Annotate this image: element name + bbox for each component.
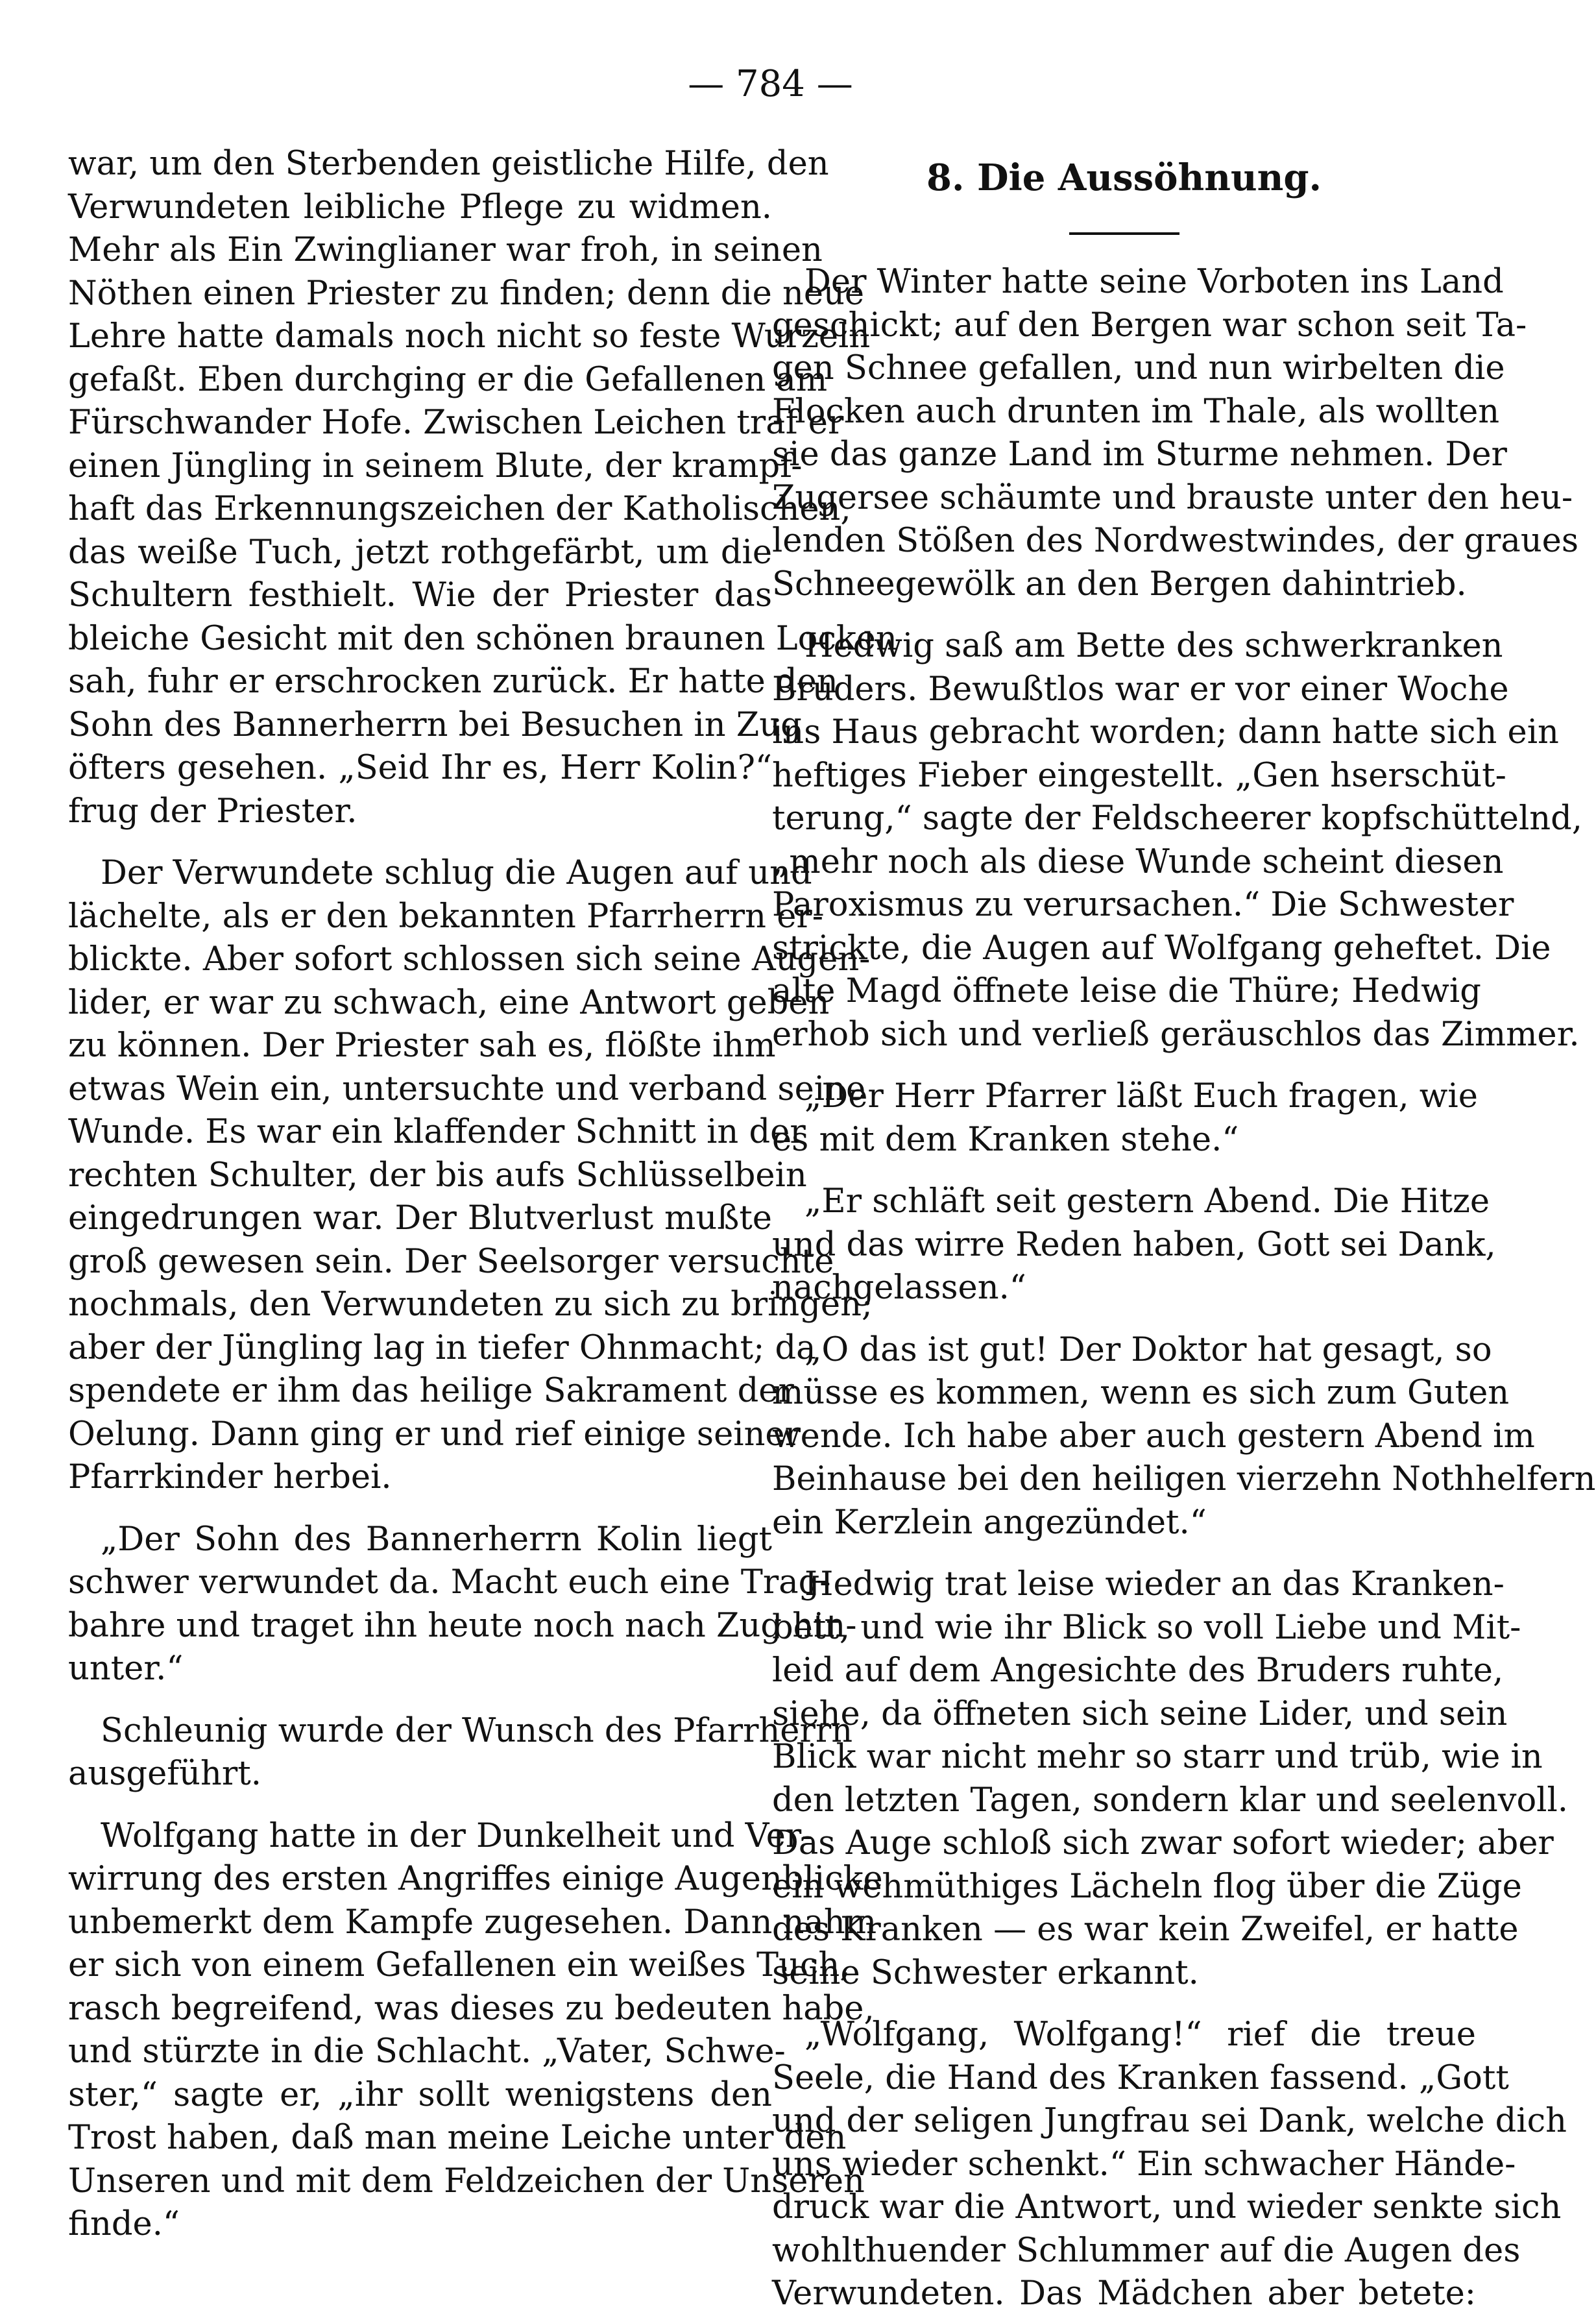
text-line: finde.“ bbox=[68, 2205, 180, 2243]
text-line: etwas Wein ein, untersuchte und verband seine bbox=[68, 1069, 866, 1108]
text-line: ein wehmüthiges Lächeln flog über die Züge bbox=[772, 1867, 1522, 1906]
text-line: Blick war nicht mehr so starr und trüb, wie in bbox=[772, 1738, 1543, 1776]
text-line: Schultern festhielt. Wie der Priester das bbox=[68, 576, 772, 615]
text-line: Sohn des Bannerherrn bei Besuchen in Zug bbox=[68, 705, 802, 744]
text-line: und stürzte in die Schlacht. „Vater, Schwe- bbox=[68, 2032, 786, 2071]
text-line: den letzten Tagen, sondern klar und seelenvoll. bbox=[772, 1781, 1569, 1820]
text-line: ausgeführt. bbox=[68, 1755, 261, 1793]
text-line: wirrung des ersten Angriffes einige Augenblicke bbox=[68, 1860, 883, 1898]
text-line: alte Magd öffnete leise die Thüre; Hedwig bbox=[772, 972, 1481, 1010]
text-line: seine Schwester erkannt. bbox=[772, 1953, 1199, 1992]
text-line: Mehr als Ein Zwinglianer war froh, in seinen bbox=[68, 231, 823, 269]
text-line: Nöthen einen Priester zu finden; denn die neue bbox=[68, 274, 865, 313]
text-line: Trost haben, daß man meine Leiche unter den bbox=[68, 2119, 847, 2157]
text-line: „Wolfgang, Wolfgang!“ rief die treue bbox=[804, 2016, 1476, 2054]
text-line: Wunde. Es war ein klaffender Schnitt in der bbox=[68, 1113, 806, 1151]
text-line: öfters gesehen. „Seid Ihr es, Herr Kolin?“ bbox=[68, 749, 772, 787]
text-line: siehe, da öffneten sich seine Lider, und sein bbox=[772, 1694, 1508, 1733]
text-line: lächelte, als er den bekannten Pfarrherrn er- bbox=[68, 897, 824, 936]
paragraph-gap bbox=[68, 1500, 772, 1518]
paragraph-gap bbox=[772, 1056, 1476, 1075]
text-line: blickte. Aber sofort schlossen sich seine Augen- bbox=[68, 940, 871, 979]
text-line: Fürschwander Hofe. Zwischen Leichen traf er bbox=[68, 404, 844, 442]
text-line: eingedrungen war. Der Blutverlust mußte bbox=[68, 1199, 772, 1237]
text-line: haft das Erkennungszeichen der Katholischen, bbox=[68, 490, 851, 528]
text-line: müsse es kommen, wenn es sich zum Guten bbox=[772, 1374, 1510, 1412]
text-line: rasch begreifend, was dieses zu bedeuten habe, bbox=[68, 1989, 875, 2028]
text-line: es mit dem Kranken stehe.“ bbox=[772, 1120, 1239, 1159]
text-line: druck war die Antwort, und wieder senkte sich bbox=[772, 2188, 1562, 2226]
text-line: Wolfgang hatte in der Dunkelheit und Ver- bbox=[101, 1816, 813, 1855]
text-line: uns wieder schenkt.“ Ein schwacher Hände- bbox=[772, 2145, 1516, 2184]
text-line: Verwundeten leibliche Pflege zu widmen. bbox=[68, 188, 772, 226]
text-line: unter.“ bbox=[68, 1650, 184, 1688]
text-line: spendete er ihm das heilige Sakrament der bbox=[68, 1372, 794, 1410]
chapter-heading: 8. Die Aussöhnung. bbox=[926, 156, 1322, 199]
text-line: geschickt; auf den Bergen war schon seit Ta- bbox=[772, 306, 1527, 345]
text-line: Verwundeten. Das Mädchen aber betete: bbox=[772, 2274, 1476, 2313]
text-line: Schleunig wurde der Wunsch des Pfarrherrn bbox=[101, 1711, 853, 1750]
text-line: gefaßt. Eben durchging er die Gefallenen am bbox=[68, 360, 828, 399]
text-line: groß gewesen sein. Der Seelsorger versuchte bbox=[68, 1242, 834, 1281]
text-line: aber der Jüngling lag in tiefer Ohnmacht; da bbox=[68, 1328, 816, 1367]
text-line: nochmals, den Verwundeten zu sich zu bringen; bbox=[68, 1286, 873, 1324]
text-line: „mehr noch als diese Wunde scheint diesen bbox=[772, 842, 1504, 881]
paragraph-gap bbox=[68, 1796, 772, 1815]
text-line: Der Verwundete schlug die Augen auf und bbox=[101, 854, 812, 892]
text-line: „Der Herr Pfarrer läßt Euch fragen, wie bbox=[804, 1077, 1478, 1115]
text-line: ins Haus gebracht worden; dann hatte sich ein bbox=[772, 713, 1559, 751]
text-line: sie das ganze Land im Sturme nehmen. Der bbox=[772, 435, 1507, 474]
text-line: und der seligen Jungfrau sei Dank, welche dich bbox=[772, 2102, 1567, 2140]
text-line: und das wirre Reden haben, Gott sei Dank, bbox=[772, 1225, 1496, 1264]
page-number: — 784 — bbox=[688, 63, 853, 105]
text-line: rechten Schulter, der bis aufs Schlüsselbein bbox=[68, 1156, 807, 1195]
text-line: gen Schnee gefallen, und nun wirbelten die bbox=[772, 349, 1505, 387]
right-column bbox=[772, 143, 1596, 2316]
paragraph-gap bbox=[772, 1544, 1476, 1563]
text-line: wohlthuender Schlummer auf die Augen des bbox=[772, 2231, 1521, 2270]
text-line: ster,“ sagte er, „ihr sollt wenigstens den bbox=[68, 2075, 772, 2114]
text-line: Seele, die Hand des Kranken fassend. „Gott bbox=[772, 2058, 1509, 2097]
paragraph-gap bbox=[772, 1995, 1476, 2014]
text-line: das weiße Tuch, jetzt rothgefärbt, um die bbox=[68, 533, 772, 572]
text-line: frug der Priester. bbox=[68, 792, 357, 831]
heading-rule bbox=[1069, 232, 1179, 235]
text-line: Lehre hatte damals noch nicht so feste Wurzeln bbox=[68, 317, 871, 356]
text-line: Pfarrkinder herbei. bbox=[68, 1458, 392, 1496]
paragraph-gap bbox=[772, 606, 1476, 625]
text-line: schwer verwundet da. Macht euch eine Trag- bbox=[68, 1563, 831, 1602]
text-line: erhob sich und verließ geräuschlos das Zimmer. bbox=[772, 1015, 1580, 1054]
text-line: Hedwig saß am Bette des schwerkranken bbox=[804, 627, 1503, 665]
text-line: Unseren und mit dem Feldzeichen der Unseren bbox=[68, 2162, 865, 2200]
text-line: war, um den Sterbenden geistliche Hilfe, den bbox=[68, 145, 829, 183]
text-line: nachgelassen.“ bbox=[772, 1269, 1026, 1307]
text-line: Das Auge schloß sich zwar sofort wieder; aber bbox=[772, 1824, 1554, 1862]
text-line: Hedwig trat leise wieder an das Kranken- bbox=[804, 1565, 1505, 1603]
text-line: Paroxismus zu verursachen.“ Die Schwester bbox=[772, 886, 1514, 924]
text-line: Schneegewölk an den Bergen dahintrieb. bbox=[772, 565, 1467, 603]
left-column bbox=[68, 143, 897, 2247]
text-line: bett, und wie ihr Blick so voll Liebe und Mit- bbox=[772, 1608, 1521, 1647]
text-line: er sich von einem Gefallenen ein weißes Tuch, bbox=[68, 1946, 851, 1984]
paragraph-gap bbox=[68, 833, 772, 852]
text-line: heftiges Fieber eingestellt. „Gen hserschüt- bbox=[772, 756, 1506, 795]
text-line: terung,“ sagte der Feldscheerer kopfschüttelnd, bbox=[772, 799, 1583, 838]
text-line: Flocken auch drunten im Thale, als wollten bbox=[772, 392, 1500, 431]
text-line: „O das ist gut! Der Doktor hat gesagt, so bbox=[804, 1330, 1492, 1369]
text-line: lider, er war zu schwach, eine Antwort geben bbox=[68, 983, 830, 1022]
text-line: Oelung. Dann ging er und rief einige seiner bbox=[68, 1415, 801, 1454]
text-line: einen Jüngling in seinem Blute, der krampf- bbox=[68, 446, 803, 485]
text-line: strickte, die Augen auf Wolfgang geheftet. Die bbox=[772, 929, 1551, 968]
paragraph-gap bbox=[772, 1162, 1476, 1180]
text-line: Zugersee schäumte und brauste unter den heu- bbox=[772, 478, 1573, 517]
text-line: des Kranken — es war kein Zweifel, er hatte bbox=[772, 1910, 1519, 1949]
text-line: „Der Sohn des Bannerherrn Kolin liegt bbox=[101, 1520, 772, 1559]
text-line: wende. Ich habe aber auch gestern Abend im bbox=[772, 1417, 1535, 1456]
text-line: unbemerkt dem Kampfe zugesehen. Dann nahm bbox=[68, 1903, 877, 1942]
text-line: Der Winter hatte seine Vorboten ins Land bbox=[804, 263, 1504, 301]
text-line: sah, fuhr er erschrocken zurück. Er hatte den bbox=[68, 663, 838, 701]
text-line: bahre und traget ihn heute noch nach Zug hin- bbox=[68, 1606, 857, 1645]
text-line: Bruders. Bewußtlos war er vor einer Woche bbox=[772, 670, 1509, 709]
text-line: lenden Stößen des Nordwestwindes, der graues bbox=[772, 522, 1579, 560]
text-line: Beinhause bei den heiligen vierzehn Nothhelfern bbox=[772, 1460, 1596, 1498]
text-line: ein Kerzlein angezündet.“ bbox=[772, 1503, 1207, 1542]
text-line: zu können. Der Priester sah es, flößte ihm bbox=[68, 1027, 776, 1065]
text-line: leid auf dem Angesichte des Bruders ruhte, bbox=[772, 1652, 1504, 1690]
paragraph-gap bbox=[68, 1691, 772, 1710]
text-line: „Er schläft seit gestern Abend. Die Hitze bbox=[804, 1182, 1490, 1221]
paragraph-gap bbox=[772, 1310, 1476, 1329]
text-line: bleiche Gesicht mit den schönen braunen Locken bbox=[68, 619, 897, 658]
